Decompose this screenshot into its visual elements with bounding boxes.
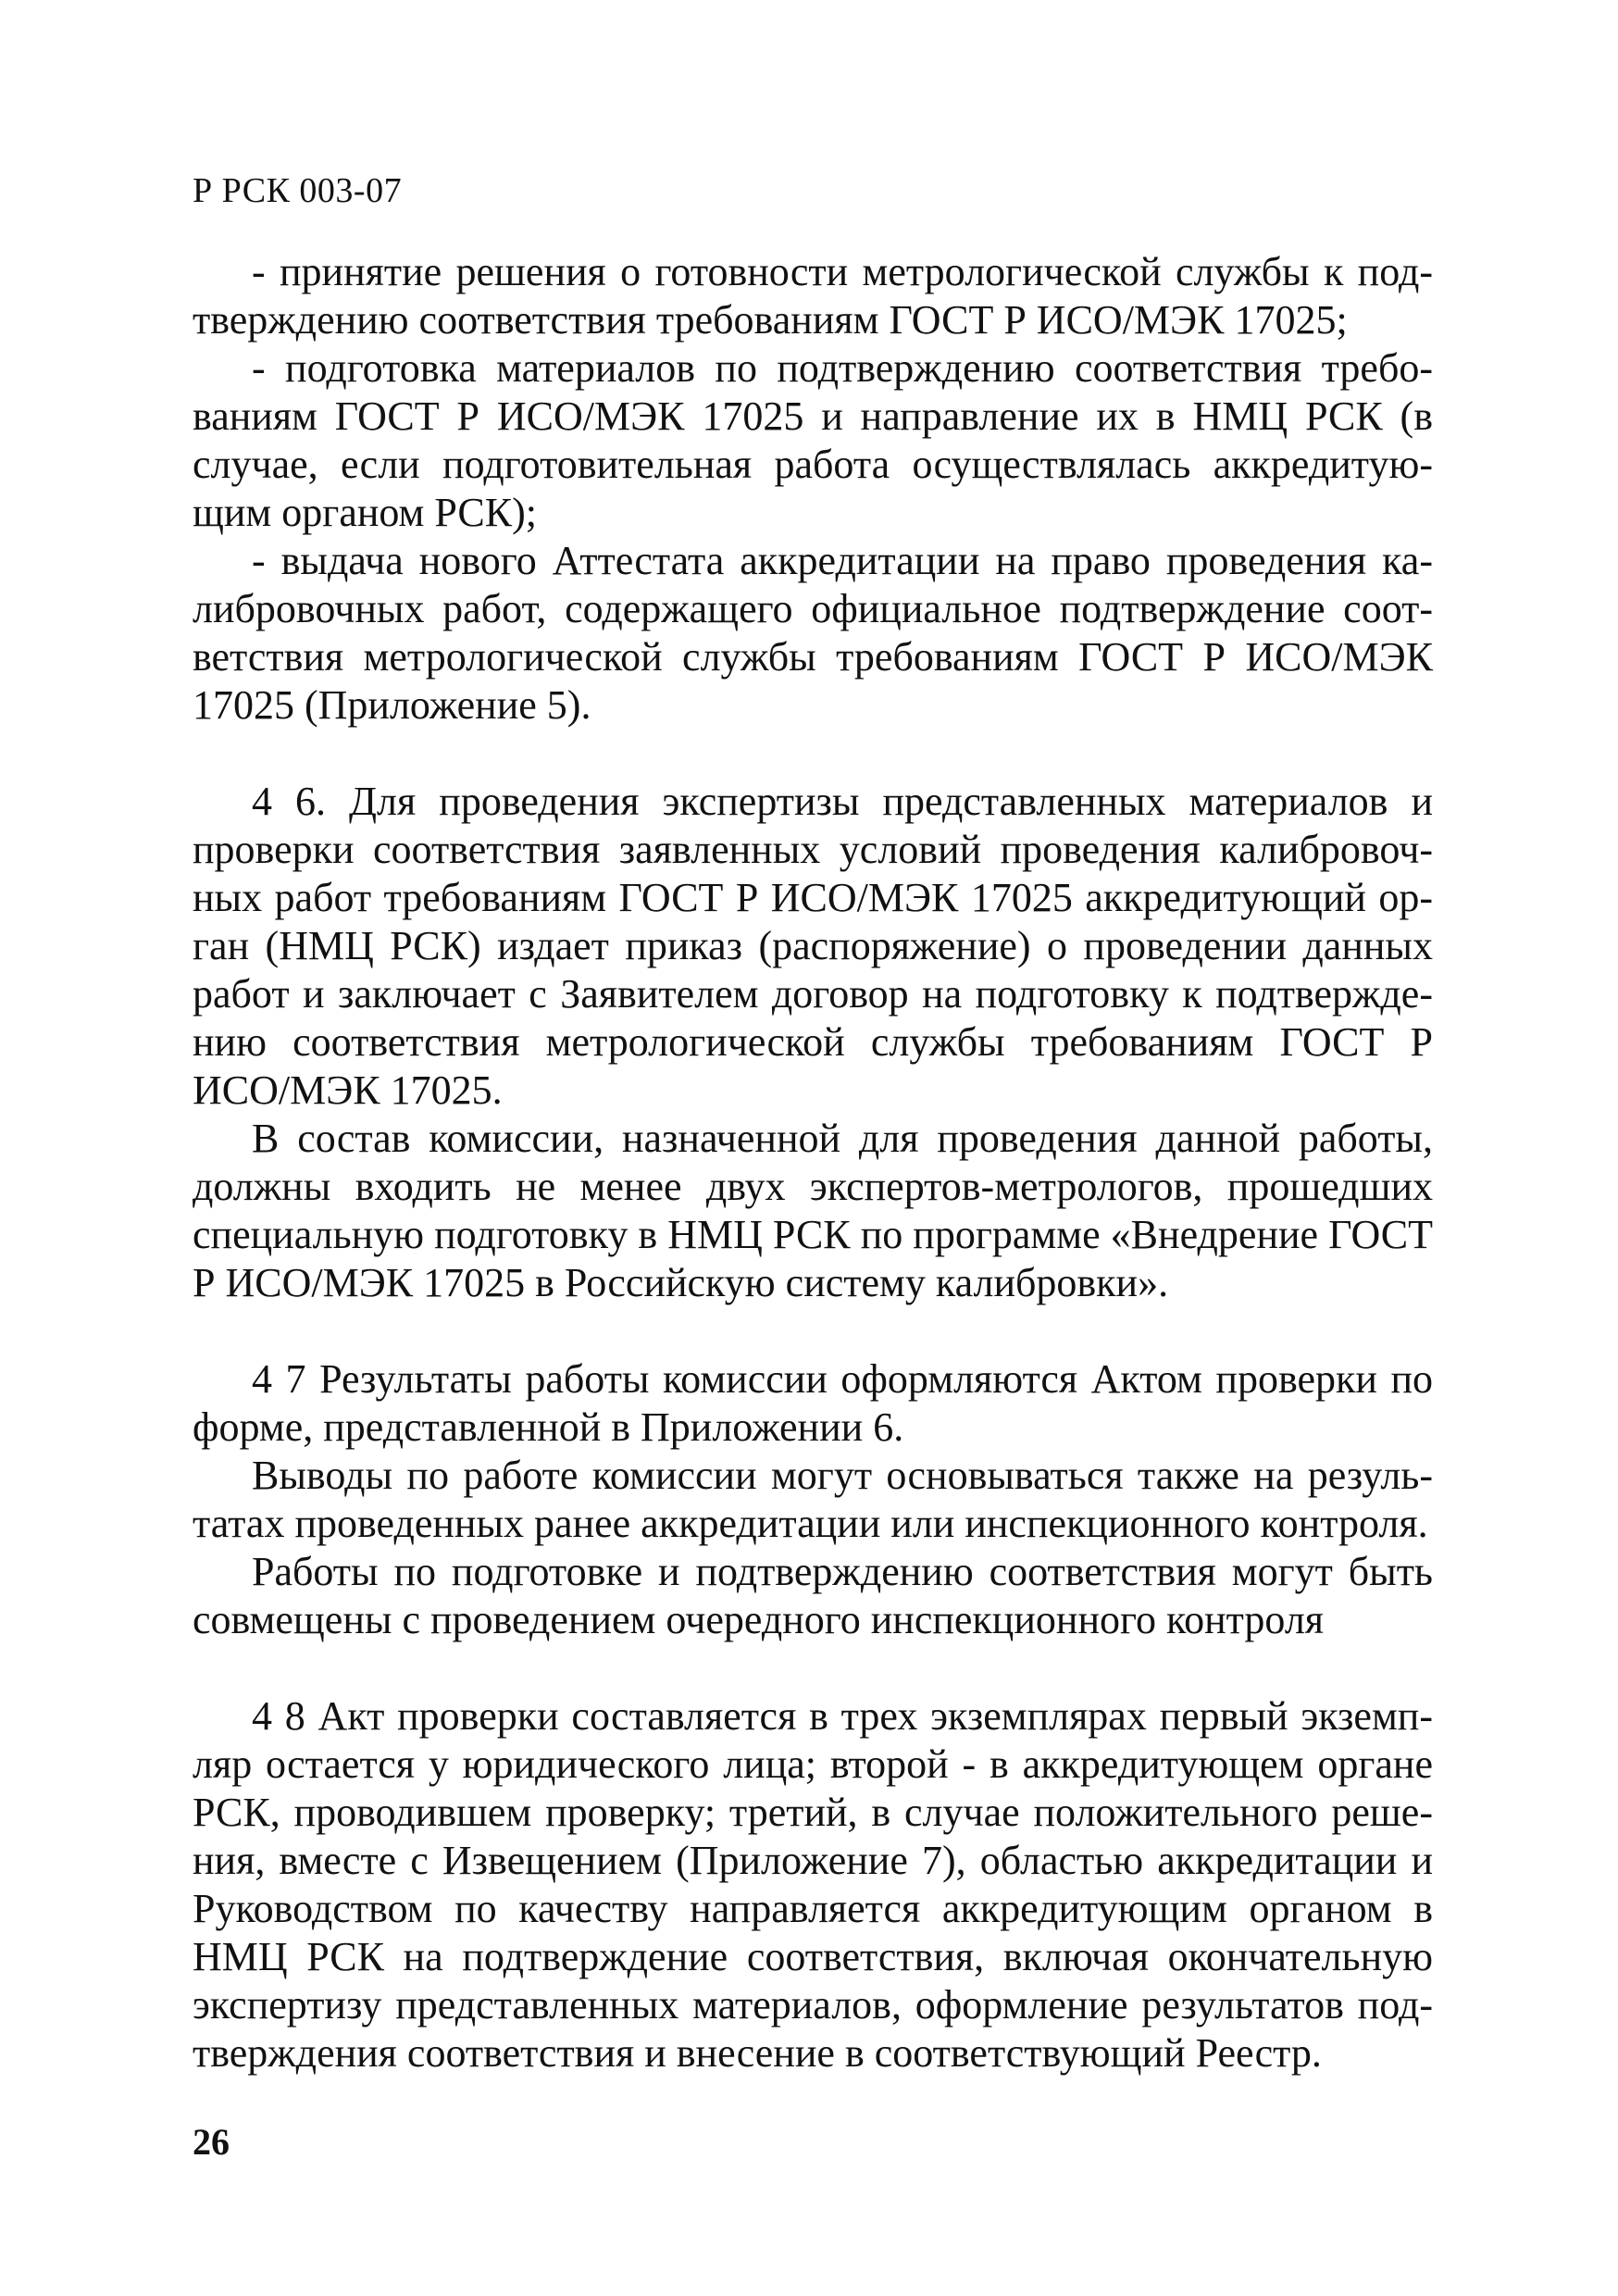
- list-item-certificate: - выдача нового Аттестата аккредитации на право проведения калибровочных работ, содержащего официальное подтверждение соответствия метрологической службы требованиям ГОСТ Р ИСО/МЭК 17025 (Приложение 5).: [193, 538, 1433, 728]
- page-number: 26: [193, 2121, 230, 2163]
- list-item-preparation: - подготовка материалов по подтверждению соответствия требованиям ГОСТ Р ИСО/МЭК 17025 и направление их в НМЦ РСК (в случае, если подготовительная работа осуществлялась аккредитующим органом РСК);: [193, 345, 1433, 535]
- paragraph-combined-works: Работы по подготовке и подтверждению соответствия могут быть совмещены с проведением очередного инспекционного контроля: [193, 1549, 1433, 1642]
- paragraph-conclusions: Выводы по работе комиссии могут основываться также на результатах проведенных ранее аккредитации или инспекционного контроля.: [193, 1453, 1433, 1546]
- list-item-decision: - принятие решения о готовности метрологической службы к подтверждению соответствия требованиям ГОСТ Р ИСО/МЭК 17025;: [193, 249, 1433, 343]
- paragraph-commission-composition: В состав комиссии, назначенной для проведения данной работы, должны входить не менее двух экспертов-метрологов, прошедших специальную подготовку в НМЦ РСК по программе «Внедрение ГОСТ Р ИСО/МЭК 17025 в Российскую систему калибровки».: [193, 1116, 1433, 1305]
- clause-4-6: 4 6. Для проведения экспертизы представленных материалов и проверки соответствия заявленных условий проведения калибровочных работ требованиям ГОСТ Р ИСО/МЭК 17025 аккредитующий орган (НМЦ РСК) издает приказ (распоряжение) о проведении данных работ и заключает с Заявителем договор на подготовку к подтверждению соответствия метрологической службы требованиям ГОСТ Р ИСО/МЭК 17025.: [193, 779, 1433, 1113]
- clause-4-8: 4 8 Акт проверки составляется в трех экземплярах первый экземпляр остается у юридического лица; второй - в аккредитующем органе РСК, проводившем проверку; третий, в случае положительного решения, вместе с Извещением (Приложение 7), областью аккредитации и Руководством по качеству направляется аккредитующим органом в НМЦ РСК на подтверждение соответствия, включая окончательную экспертизу представленных материалов, оформление результатов подтверждения соответствия и внесение в соответствующий Реестр.: [193, 1693, 1433, 2076]
- document-header: Р РСК 003-07: [193, 171, 403, 210]
- document-body: [193, 248, 1433, 2078]
- clause-4-7: 4 7 Результаты работы комиссии оформляются Актом проверки по форме, представленной в Приложении 6.: [193, 1356, 1433, 1450]
